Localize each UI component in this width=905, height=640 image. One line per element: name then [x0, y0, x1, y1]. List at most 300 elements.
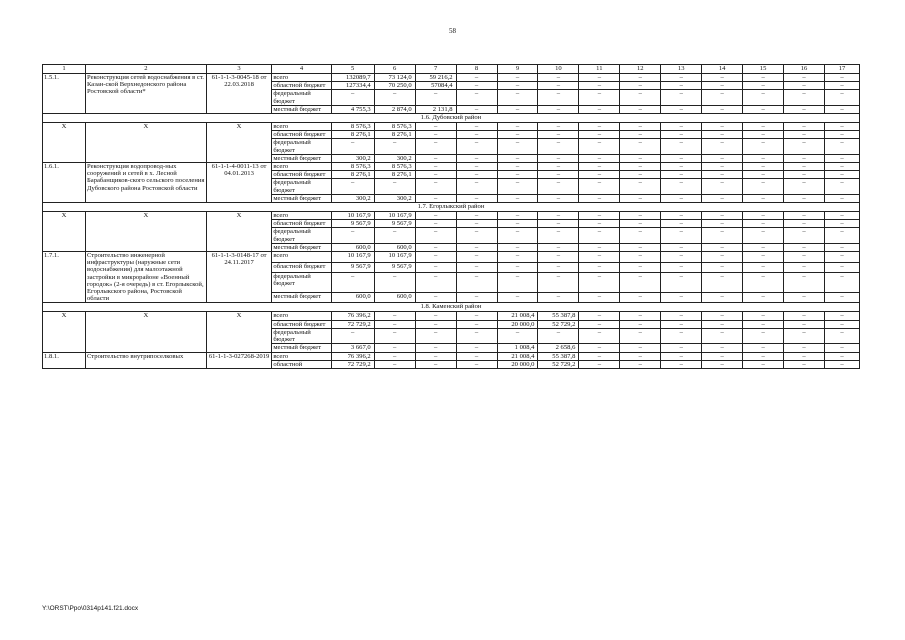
funding-source: областной бюджет	[272, 220, 331, 228]
amount-cell: –	[620, 90, 661, 105]
page-number: 58	[449, 27, 456, 35]
amount-cell: 10 167,9	[374, 212, 415, 220]
amount-cell: –	[415, 273, 456, 293]
registration-number: 61-1-1-3-0045-18 от 22.03.2018	[206, 74, 272, 114]
amount-cell: –	[415, 312, 456, 320]
amount-cell: –	[620, 105, 661, 113]
amount-cell: –	[825, 344, 860, 352]
amount-cell: –	[702, 82, 743, 90]
amount-cell: –	[743, 105, 784, 113]
amount-cell: –	[538, 105, 579, 113]
amount-cell: –	[825, 194, 860, 202]
column-number: 2	[86, 65, 207, 74]
amount-cell: –	[538, 154, 579, 162]
amount-cell: –	[331, 273, 374, 293]
amount-cell: –	[415, 320, 456, 328]
amount-cell: –	[620, 328, 661, 343]
amount-cell: –	[456, 90, 497, 105]
amount-cell: –	[702, 123, 743, 131]
amount-cell: –	[415, 163, 456, 171]
amount-cell: –	[456, 154, 497, 162]
amount-cell: –	[538, 228, 579, 243]
funding-source: федеральный бюджет	[272, 139, 331, 154]
amount-cell: –	[415, 220, 456, 228]
amount-cell: –	[538, 252, 579, 263]
amount-cell: –	[702, 252, 743, 263]
amount-cell: 2 658,6	[538, 344, 579, 352]
registration-number: 61-1-1-3-027268-2019	[206, 352, 272, 368]
amount-cell: 72 729,2	[331, 360, 374, 368]
object-code: Х	[43, 212, 86, 252]
amount-cell: –	[497, 82, 538, 90]
column-number: 6	[374, 65, 415, 74]
amount-cell: –	[784, 262, 825, 273]
amount-cell: 20 000,0	[497, 320, 538, 328]
amount-cell: –	[702, 90, 743, 105]
amount-cell: –	[331, 328, 374, 343]
amount-cell: –	[661, 123, 702, 131]
amount-cell: –	[579, 105, 620, 113]
amount-cell: –	[661, 139, 702, 154]
funding-source: местный бюджет	[272, 154, 331, 162]
object-title: Х	[86, 312, 207, 352]
amount-cell: 76 396,2	[331, 352, 374, 360]
amount-cell: –	[579, 154, 620, 162]
amount-cell: –	[784, 352, 825, 360]
amount-cell: 300,2	[331, 154, 374, 162]
amount-cell: –	[415, 262, 456, 273]
section-heading: 1.7. Егорлыкский район	[43, 203, 860, 212]
amount-cell: –	[743, 194, 784, 202]
section-heading-row	[43, 203, 860, 212]
amount-cell: 600,0	[374, 243, 415, 251]
amount-cell: –	[497, 90, 538, 105]
column-number: 11	[579, 65, 620, 74]
amount-cell: –	[415, 352, 456, 360]
column-number: 15	[743, 65, 784, 74]
amount-cell: –	[743, 312, 784, 320]
amount-cell: –	[784, 220, 825, 228]
amount-cell: –	[825, 123, 860, 131]
amount-cell: –	[620, 154, 661, 162]
object-code: 1.5.1.	[43, 74, 86, 114]
amount-cell: –	[538, 74, 579, 82]
amount-cell: –	[661, 194, 702, 202]
amount-cell: –	[743, 123, 784, 131]
amount-cell: –	[538, 82, 579, 90]
amount-cell: –	[538, 292, 579, 303]
amount-cell: –	[497, 139, 538, 154]
amount-cell: –	[661, 273, 702, 293]
amount-cell: –	[620, 74, 661, 82]
amount-cell: –	[743, 154, 784, 162]
amount-cell: –	[743, 179, 784, 194]
amount-cell: –	[825, 273, 860, 293]
funding-source: областной бюджет	[272, 262, 331, 273]
amount-cell: –	[456, 220, 497, 228]
amount-cell: –	[661, 82, 702, 90]
funding-source: федеральный бюджет	[272, 90, 331, 105]
amount-cell: 55 387,8	[538, 312, 579, 320]
amount-cell: –	[497, 74, 538, 82]
amount-cell: –	[702, 154, 743, 162]
amount-cell: –	[456, 273, 497, 293]
amount-cell: –	[784, 123, 825, 131]
amount-cell: –	[784, 344, 825, 352]
amount-cell: –	[374, 139, 415, 154]
amount-cell: 8 576,3	[374, 163, 415, 171]
amount-cell: –	[784, 194, 825, 202]
amount-cell: –	[374, 273, 415, 293]
amount-cell: –	[579, 320, 620, 328]
amount-cell: –	[456, 292, 497, 303]
funding-source: областной бюджет	[272, 320, 331, 328]
funding-source: федеральный бюджет	[272, 228, 331, 243]
amount-cell: –	[374, 312, 415, 320]
amount-cell: –	[825, 163, 860, 171]
amount-cell: –	[579, 90, 620, 105]
amount-cell: –	[497, 154, 538, 162]
column-number: 14	[702, 65, 743, 74]
amount-cell: –	[620, 292, 661, 303]
amount-cell: –	[579, 328, 620, 343]
registration-number: 61-1-1-4-0011-13 от 04.01.2013	[206, 163, 272, 203]
amount-cell: –	[702, 352, 743, 360]
section-heading-row	[43, 114, 860, 123]
amount-cell: –	[415, 194, 456, 202]
amount-cell: –	[825, 220, 860, 228]
amount-cell: –	[415, 360, 456, 368]
amount-cell: –	[784, 360, 825, 368]
column-number: 13	[661, 65, 702, 74]
amount-cell: –	[784, 171, 825, 179]
amount-cell: –	[415, 154, 456, 162]
amount-cell: –	[579, 171, 620, 179]
amount-cell: –	[661, 360, 702, 368]
amount-cell: –	[743, 352, 784, 360]
amount-cell: –	[825, 131, 860, 139]
amount-cell: –	[374, 328, 415, 343]
amount-cell: –	[415, 212, 456, 220]
amount-cell: –	[743, 320, 784, 328]
amount-cell: –	[661, 90, 702, 105]
amount-cell: –	[497, 105, 538, 113]
amount-cell: –	[620, 82, 661, 90]
amount-cell: –	[579, 74, 620, 82]
amount-cell: 70 250,0	[374, 82, 415, 90]
amount-cell: –	[743, 131, 784, 139]
amount-cell: –	[415, 123, 456, 131]
amount-cell: –	[825, 320, 860, 328]
amount-cell: –	[456, 312, 497, 320]
table-row	[43, 74, 860, 82]
amount-cell: –	[825, 82, 860, 90]
amount-cell: –	[497, 163, 538, 171]
amount-cell: –	[743, 90, 784, 105]
amount-cell: –	[702, 171, 743, 179]
amount-cell: –	[620, 212, 661, 220]
amount-cell: –	[702, 212, 743, 220]
amount-cell: –	[456, 171, 497, 179]
amount-cell: –	[743, 328, 784, 343]
amount-cell: –	[784, 252, 825, 263]
amount-cell: –	[579, 273, 620, 293]
amount-cell: –	[538, 90, 579, 105]
file-path-footer: Y:\ORST\Ppo\0314p141.f21.docx	[42, 605, 139, 612]
amount-cell: 8 576,3	[331, 163, 374, 171]
amount-cell: –	[825, 212, 860, 220]
amount-cell: –	[620, 123, 661, 131]
funding-source: местный бюджет	[272, 292, 331, 303]
table-row	[43, 123, 860, 131]
amount-cell: –	[331, 139, 374, 154]
amount-cell: –	[456, 344, 497, 352]
amount-cell: –	[538, 131, 579, 139]
amount-cell: –	[825, 105, 860, 113]
amount-cell: 10 167,9	[374, 252, 415, 263]
amount-cell: –	[456, 74, 497, 82]
amount-cell: –	[538, 194, 579, 202]
amount-cell: –	[456, 179, 497, 194]
amount-cell: –	[579, 243, 620, 251]
amount-cell: –	[374, 352, 415, 360]
amount-cell: –	[415, 139, 456, 154]
amount-cell: –	[620, 131, 661, 139]
amount-cell: 300,2	[374, 154, 415, 162]
funding-source: федеральный бюджет	[272, 179, 331, 194]
amount-cell: –	[825, 360, 860, 368]
amount-cell: –	[579, 179, 620, 194]
amount-cell: –	[784, 320, 825, 328]
object-code: Х	[43, 123, 86, 163]
amount-cell: –	[784, 292, 825, 303]
amount-cell: –	[743, 228, 784, 243]
amount-cell: –	[579, 262, 620, 273]
amount-cell: –	[743, 139, 784, 154]
amount-cell: –	[825, 352, 860, 360]
column-number: 3	[206, 65, 272, 74]
amount-cell: –	[825, 154, 860, 162]
amount-cell: 4 755,3	[331, 105, 374, 113]
amount-cell: 9 567,9	[374, 262, 415, 273]
amount-cell: –	[579, 252, 620, 263]
amount-cell: –	[579, 194, 620, 202]
amount-cell: –	[743, 163, 784, 171]
amount-cell: –	[702, 312, 743, 320]
amount-cell: 10 167,9	[331, 252, 374, 263]
amount-cell: 21 008,4	[497, 352, 538, 360]
registration-number: Х	[206, 312, 272, 352]
amount-cell: –	[497, 292, 538, 303]
amount-cell: –	[825, 179, 860, 194]
amount-cell: –	[331, 90, 374, 105]
amount-cell: 72 729,2	[331, 320, 374, 328]
amount-cell: –	[661, 228, 702, 243]
amount-cell: 52 729,2	[538, 320, 579, 328]
amount-cell: –	[456, 194, 497, 202]
amount-cell: –	[456, 105, 497, 113]
amount-cell: –	[743, 220, 784, 228]
amount-cell: –	[661, 179, 702, 194]
amount-cell: 300,2	[374, 194, 415, 202]
amount-cell: 3 667,0	[331, 344, 374, 352]
section-heading: 1.8. Каменский район	[43, 303, 860, 312]
amount-cell: 73 124,0	[374, 74, 415, 82]
amount-cell: –	[579, 212, 620, 220]
amount-cell: –	[661, 243, 702, 251]
column-number: 4	[272, 65, 331, 74]
amount-cell: –	[415, 171, 456, 179]
amount-cell: –	[579, 82, 620, 90]
amount-cell: 8 576,3	[331, 123, 374, 131]
amount-cell: –	[497, 123, 538, 131]
amount-cell: –	[702, 328, 743, 343]
amount-cell: –	[456, 139, 497, 154]
amount-cell: –	[620, 228, 661, 243]
amount-cell: –	[784, 243, 825, 251]
amount-cell: –	[702, 273, 743, 293]
amount-cell: 2 874,0	[374, 105, 415, 113]
amount-cell: –	[538, 262, 579, 273]
amount-cell: –	[702, 74, 743, 82]
table-row	[43, 212, 860, 220]
amount-cell: 8 276,1	[331, 171, 374, 179]
table-row	[43, 312, 860, 320]
amount-cell: –	[579, 312, 620, 320]
amount-cell: –	[456, 123, 497, 131]
amount-cell: –	[825, 90, 860, 105]
amount-cell: –	[784, 154, 825, 162]
amount-cell: –	[661, 74, 702, 82]
amount-cell: –	[374, 344, 415, 352]
funding-source: всего	[272, 252, 331, 263]
amount-cell: –	[374, 320, 415, 328]
amount-cell: –	[497, 212, 538, 220]
amount-cell: –	[497, 220, 538, 228]
object-title: Реконструкция сетей водоснабжения в ст. Казан-ской Верхнедонского района Ростовской области*	[86, 74, 207, 114]
amount-cell: –	[620, 139, 661, 154]
amount-cell: –	[825, 262, 860, 273]
amount-cell: 10 167,9	[331, 212, 374, 220]
amount-cell: 57084,4	[415, 82, 456, 90]
amount-cell: –	[497, 273, 538, 293]
amount-cell: –	[825, 228, 860, 243]
amount-cell: –	[374, 179, 415, 194]
amount-cell: –	[743, 252, 784, 263]
table-row	[43, 352, 860, 360]
amount-cell: –	[743, 82, 784, 90]
amount-cell: –	[579, 344, 620, 352]
amount-cell: –	[456, 163, 497, 171]
amount-cell: –	[415, 252, 456, 263]
amount-cell: –	[415, 179, 456, 194]
amount-cell: 8 276,1	[374, 131, 415, 139]
column-number: 1	[43, 65, 86, 74]
amount-cell: –	[620, 273, 661, 293]
amount-cell: –	[415, 90, 456, 105]
amount-cell: 9 567,9	[374, 220, 415, 228]
amount-cell: 59 216,2	[415, 74, 456, 82]
amount-cell: –	[661, 262, 702, 273]
amount-cell: –	[702, 344, 743, 352]
amount-cell: –	[456, 212, 497, 220]
amount-cell: –	[620, 344, 661, 352]
object-code: Х	[43, 312, 86, 352]
amount-cell: –	[497, 131, 538, 139]
amount-cell: –	[456, 252, 497, 263]
amount-cell: –	[579, 163, 620, 171]
amount-cell: –	[497, 179, 538, 194]
column-number: 5	[331, 65, 374, 74]
amount-cell: –	[702, 262, 743, 273]
amount-cell: –	[784, 212, 825, 220]
amount-cell: –	[702, 228, 743, 243]
amount-cell: –	[784, 82, 825, 90]
amount-cell: –	[620, 163, 661, 171]
funding-source: местный бюджет	[272, 105, 331, 113]
amount-cell: –	[620, 352, 661, 360]
amount-cell: –	[743, 262, 784, 273]
funding-source: всего	[272, 312, 331, 320]
amount-cell: –	[825, 252, 860, 263]
amount-cell: –	[661, 320, 702, 328]
amount-cell: –	[579, 220, 620, 228]
funding-source: федеральный бюджет	[272, 273, 331, 293]
amount-cell: –	[415, 292, 456, 303]
amount-cell: –	[497, 171, 538, 179]
object-title: Х	[86, 123, 207, 163]
amount-cell: –	[661, 171, 702, 179]
amount-cell: 76 396,2	[331, 312, 374, 320]
amount-cell: –	[620, 171, 661, 179]
amount-cell: 300,2	[331, 194, 374, 202]
column-number: 17	[825, 65, 860, 74]
amount-cell: –	[661, 131, 702, 139]
amount-cell: –	[825, 292, 860, 303]
amount-cell: –	[620, 194, 661, 202]
amount-cell: –	[661, 252, 702, 263]
object-title: Х	[86, 212, 207, 252]
amount-cell: –	[825, 139, 860, 154]
amount-cell: –	[702, 131, 743, 139]
amount-cell: –	[661, 328, 702, 343]
column-number: 16	[784, 65, 825, 74]
amount-cell: –	[620, 360, 661, 368]
column-number: 9	[497, 65, 538, 74]
amount-cell: –	[825, 312, 860, 320]
amount-cell: –	[415, 243, 456, 251]
amount-cell: 55 387,8	[538, 352, 579, 360]
amount-cell: –	[374, 90, 415, 105]
amount-cell: –	[374, 360, 415, 368]
amount-cell: –	[497, 228, 538, 243]
amount-cell: –	[702, 220, 743, 228]
funding-source: местный бюджет	[272, 194, 331, 202]
amount-cell: –	[702, 163, 743, 171]
column-number-row	[43, 65, 860, 74]
amount-cell: –	[743, 292, 784, 303]
funding-source: федеральный бюджет	[272, 328, 331, 343]
amount-cell: –	[456, 360, 497, 368]
amount-cell: –	[620, 262, 661, 273]
amount-cell: –	[538, 171, 579, 179]
budget-table	[42, 64, 860, 369]
amount-cell: 600,0	[331, 243, 374, 251]
amount-cell: –	[784, 105, 825, 113]
amount-cell: –	[661, 212, 702, 220]
amount-cell: –	[825, 171, 860, 179]
amount-cell: –	[784, 163, 825, 171]
